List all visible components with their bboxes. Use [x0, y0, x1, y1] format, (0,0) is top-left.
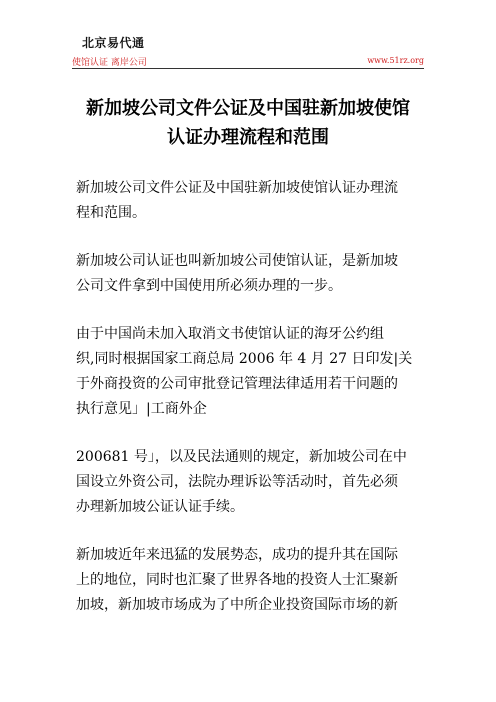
paragraph	[76, 249, 422, 299]
header-website: www.51rz.org	[367, 56, 424, 65]
paragraph-line: 加坡，新加坡市场成为了中所企业投资国际市场的新	[76, 597, 398, 613]
title-line: 新加坡公司文件公证及中国驻新加坡使馆	[86, 98, 410, 119]
paragraph-line: 200681 号」，以及民法通则的规定，新加坡公司在中	[76, 449, 407, 465]
header-tagline: 使馆认证 离岸公司	[72, 58, 147, 68]
header-divider	[72, 68, 424, 69]
brand-name: 北京易代通	[82, 36, 145, 50]
paragraph-line: 织,同时根据国家工商总局 2006 年 4 月 27 日印发|关	[76, 351, 413, 367]
title-line: 认证办理流程和范围	[167, 127, 329, 148]
paragraph-line: 办理新加坡公证认证手续。	[76, 499, 244, 515]
paragraph-line: 国设立外资公司，法院办理诉讼等活动时，首先必须	[76, 474, 398, 490]
paragraph-line: 新加坡公司文件公证及中国驻新加坡使馆认证办理流	[76, 180, 398, 196]
paragraph-line: 程和范围。	[76, 205, 146, 221]
paragraph-line: 执行意见」|工商外企	[76, 401, 207, 417]
paragraph-line: 由于中国尚未加入取消文书使馆认证的海牙公约组	[76, 326, 384, 342]
paragraph	[76, 176, 422, 226]
paragraph-line: 公司文件拿到中国使用所必须办理的一步。	[76, 278, 342, 294]
document-body	[76, 176, 422, 641]
document-title	[70, 94, 426, 152]
paragraph	[76, 322, 422, 422]
page-header	[72, 26, 424, 72]
paragraph-line: 上的地位，同时也汇聚了世界各地的投资人士汇聚新	[76, 572, 398, 588]
paragraph-line: 于外商投资的公司审批登记管理法律适用若干问题的	[76, 376, 398, 392]
paragraph	[76, 445, 422, 520]
paragraph	[76, 543, 422, 618]
paragraph-line: 新加坡公司认证也叫新加坡公司使馆认证，是新加坡	[76, 253, 398, 269]
paragraph-line: 新加坡近年来迅猛的发展势态，成功的提升其在国际	[76, 547, 398, 563]
